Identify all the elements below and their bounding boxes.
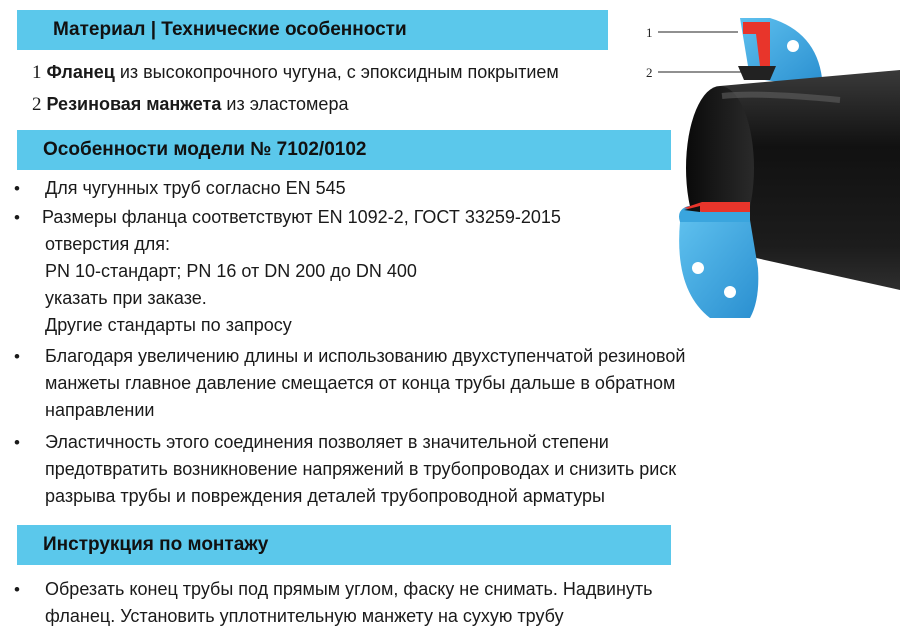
feature-item <box>45 429 676 510</box>
feature-line: отверстия для: <box>45 234 171 254</box>
callout-label-1: 1 <box>646 25 653 40</box>
bullet: • <box>14 433 20 452</box>
item-name: Фланец <box>46 62 115 82</box>
gasket-upper-black <box>738 66 776 80</box>
flange-pipe-illustration <box>610 0 900 340</box>
bolt-hole <box>724 286 736 298</box>
feature-line: направлении <box>45 400 155 420</box>
item-number: 2 <box>32 94 42 115</box>
flange-lower <box>679 206 758 318</box>
feature-item <box>42 204 561 231</box>
item-desc: из высокопрочного чугуна, с эпоксидным покрытием <box>114 62 559 82</box>
bullet: • <box>14 179 20 198</box>
bullet: • <box>14 208 20 227</box>
section-title: Инструкция по монтажу <box>43 534 269 555</box>
item-number: 1 <box>32 62 42 83</box>
section-title: Материал | Технические особенности <box>53 19 407 40</box>
feature-line: предотвратить возникновение напряжений в трубопроводах и снизить риск <box>45 459 677 479</box>
bolt-hole <box>787 40 799 52</box>
feature-line: PN 10-стандарт; PN 16 от DN 200 до DN 400 <box>45 261 417 281</box>
section-header-model <box>17 130 671 170</box>
feature-line: Эластичность этого соединения позволяет в значительной степени <box>45 432 609 452</box>
callout-label-2: 2 <box>646 65 653 80</box>
item-desc: из эластомера <box>221 94 349 114</box>
feature-line: манжеты главное давление смещается от конца трубы дальше в обратном <box>45 373 676 393</box>
bullet: • <box>14 347 20 366</box>
feature-item-continued <box>45 231 417 339</box>
bullet: • <box>14 580 20 599</box>
feature-line: разрыва трубы и повреждения деталей трубопроводной арматуры <box>45 486 605 506</box>
feature-item <box>45 343 685 424</box>
section-title: Особенности модели № 7102/0102 <box>43 139 367 160</box>
section-header-material <box>17 10 608 50</box>
install-item <box>45 576 653 630</box>
install-line: фланец. Установить уплотнительную манжету на сухую трубу <box>45 606 564 626</box>
material-item-flange <box>32 61 559 84</box>
install-line: Обрезать конец трубы под прямым углом, фаску не снимать. Надвинуть <box>45 579 653 599</box>
item-name: Резиновая манжета <box>46 94 222 114</box>
section-header-install <box>17 525 671 565</box>
feature-line: указать при заказе. <box>45 288 207 308</box>
feature-item <box>45 175 346 202</box>
feature-line: Для чугунных труб согласно EN 545 <box>45 178 346 198</box>
feature-line: Размеры фланца соответствуют EN 1092-2, ГОСТ 33259-2015 <box>42 207 561 227</box>
material-item-gasket <box>32 93 348 116</box>
feature-line: Другие стандарты по запросу <box>45 315 292 335</box>
bolt-hole <box>692 262 704 274</box>
feature-line: Благодаря увеличению длины и использованию двухступенчатой резиновой <box>45 346 686 366</box>
